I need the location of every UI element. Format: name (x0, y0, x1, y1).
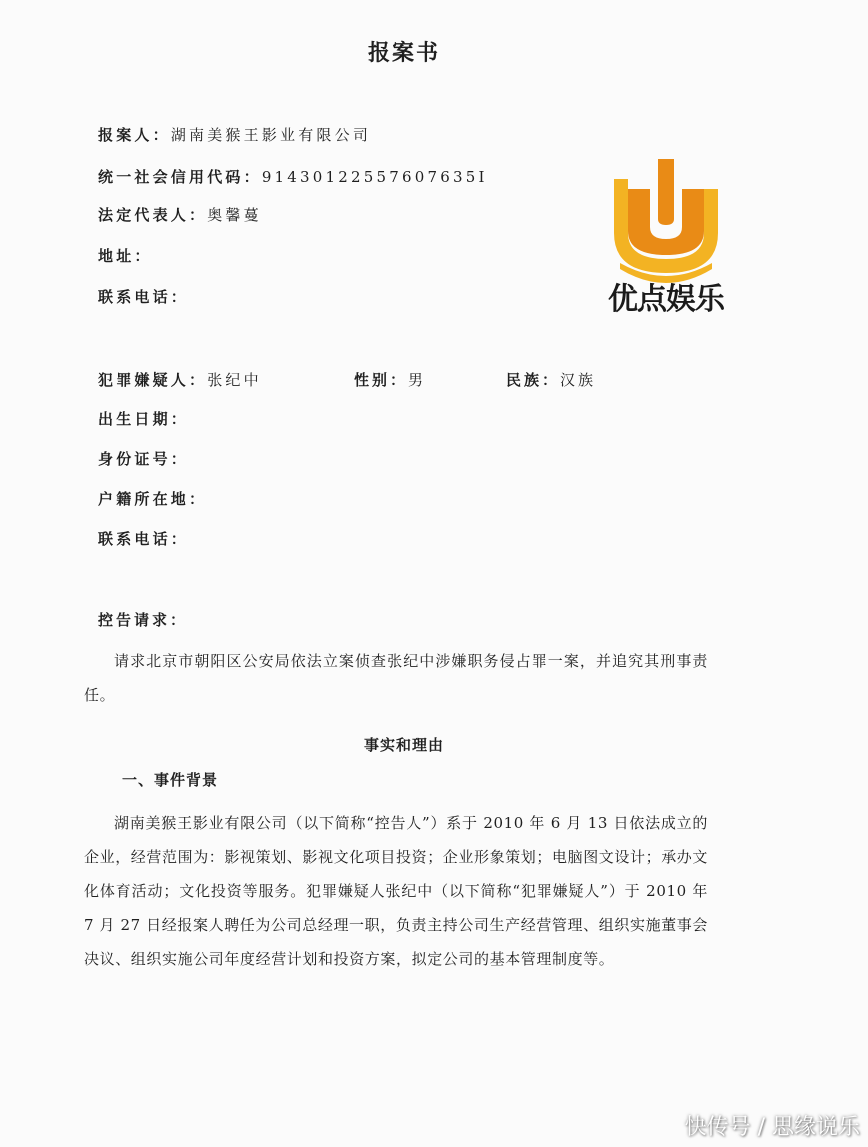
reporter-name-label: 报案人： (98, 126, 171, 144)
section1-heading: 一、事件背景 (122, 771, 219, 789)
credit-code-value: 91430122557607635I (261, 168, 488, 186)
suspect-gender-label: 性别： (354, 371, 409, 389)
logo-text: 优点娱乐 (608, 282, 724, 317)
reporter-phone-row (98, 286, 189, 307)
suspect-phone-label: 联系电话： (98, 530, 190, 548)
suspect-ethnicity-value: 汉族 (560, 371, 597, 389)
document-title: 报案书 (367, 40, 440, 66)
suspect-name-value: 张纪中 (207, 371, 262, 389)
reporter-name-row (98, 124, 371, 145)
suspect-id-label: 身份证号： (98, 450, 190, 468)
complaint-text: 请求北京市朝阳区公安局依法立案侦查张纪中涉嫌职务侵占罪一案，并追究其刑事责任。 (84, 652, 708, 704)
address-label: 地址： (98, 247, 153, 265)
legal-rep-row (98, 204, 262, 225)
suspect-ethnicity-label: 民族： (506, 371, 561, 389)
address-row (98, 245, 153, 266)
suspect-domicile-label: 户籍所在地： (98, 490, 208, 508)
legal-rep-label: 法定代表人： (98, 206, 208, 224)
complaint-heading: 控告请求： (98, 611, 189, 629)
suspect-id-row (98, 448, 189, 469)
suspect-ethnicity (506, 369, 596, 390)
suspect-gender (354, 369, 426, 390)
suspect-domicile-row (98, 488, 207, 509)
suspect-birth-label: 出生日期： (98, 410, 190, 428)
suspect-gender-value: 男 (408, 371, 427, 389)
logo-u-stem (658, 159, 674, 225)
section1-text: 湖南美猴王影业有限公司（以下简称“控告人”）系于 2010 年 6 月 13 日依法成立的企业，经营范围为：影视策划、影视文化项目投资；企业形象策划；电脑图文设计；承办文化体育活动；文化投资等服务。犯罪嫌疑人张纪中（以下简称“犯罪嫌疑人”）于 2010 年 7 月 27 日经报案人聘任为公司总经理一职，负责主持公司生产经营管理、组织实施董事会决议、组织实施公司年度经营计划和投资方案，拟定公司的基本管理制度等。 (84, 814, 709, 968)
suspect-name-label: 犯罪嫌疑人： (98, 371, 208, 389)
legal-rep-value: 奥馨蔓 (207, 206, 262, 224)
suspect-name-row (98, 369, 262, 390)
credit-code-label: 统一社会信用代码： (98, 168, 262, 186)
suspect-birth-row (98, 408, 189, 429)
suspect-phone-row (98, 528, 189, 549)
credit-code-row (98, 166, 488, 187)
reporter-name-value: 湖南美猴王影业有限公司 (170, 126, 372, 144)
reporter-phone-label: 联系电话： (98, 288, 190, 306)
facts-heading: 事实和理由 (363, 736, 444, 754)
watermark: 快传号 / 思缘说乐 (684, 1115, 860, 1140)
